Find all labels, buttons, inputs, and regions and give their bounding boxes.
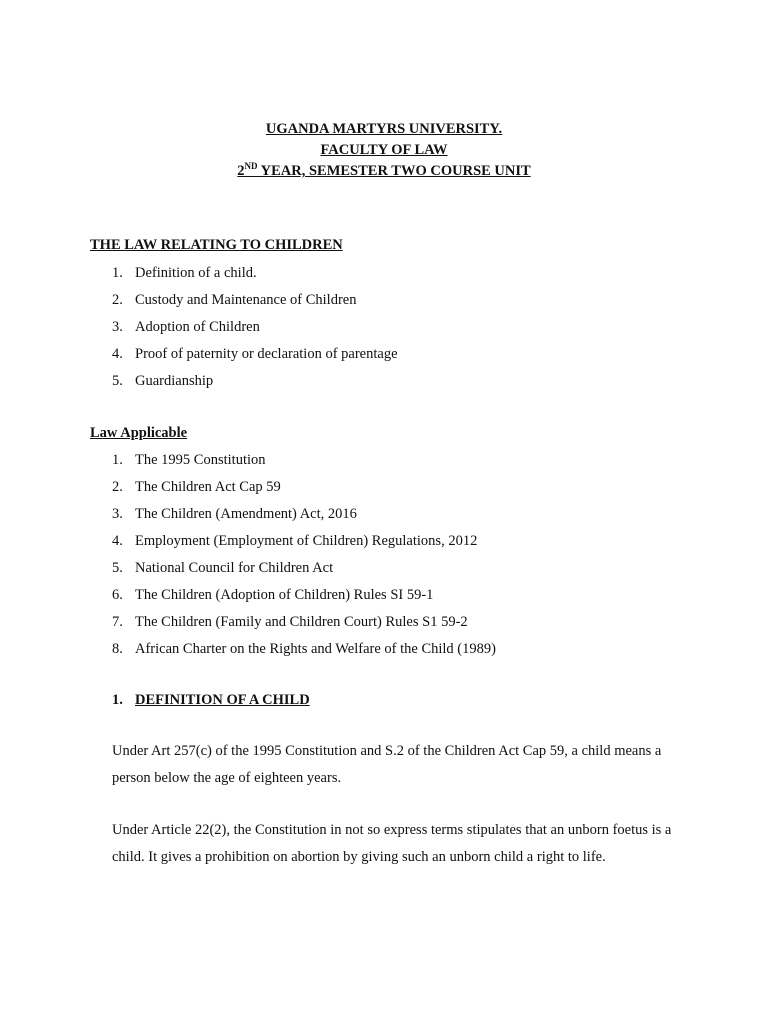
list-item-text: The Children (Amendment) Act, 2016 — [135, 506, 357, 522]
definition-heading-number: 1. — [112, 692, 123, 708]
list-item — [90, 636, 496, 663]
course-unit-line — [0, 161, 768, 182]
list-item — [90, 555, 496, 582]
list-item — [90, 582, 496, 609]
list-item-number: 8. — [112, 641, 123, 657]
list-item-text: The 1995 Constitution — [135, 452, 266, 468]
university-name: UGANDA MARTYRS UNIVERSITY. — [265, 121, 503, 137]
list-item-text: Employment (Employment of Children) Regulations, 2012 — [135, 533, 478, 549]
list-item-number: 4. — [112, 346, 123, 362]
list-item-number: 4. — [112, 533, 123, 549]
list-item-number: 7. — [112, 614, 123, 630]
course-unit-text: YEAR, SEMESTER TWO COURSE UNIT — [257, 163, 531, 179]
list-item-number: 1. — [112, 452, 123, 468]
topics-list — [90, 260, 398, 395]
list-item-text: Proof of paternity or declaration of parentage — [135, 346, 398, 362]
list-item-text: Custody and Maintenance of Children — [135, 292, 357, 308]
list-item-text: Adoption of Children — [135, 319, 260, 335]
list-item-number: 3. — [112, 319, 123, 335]
definition-heading-title: DEFINITION OF A CHILD — [135, 692, 310, 708]
topics-heading: THE LAW RELATING TO CHILDREN — [90, 237, 343, 253]
list-item — [90, 368, 398, 395]
list-item — [90, 447, 496, 474]
year-ordinal-suffix: ND — [244, 161, 258, 171]
document-header — [0, 119, 768, 182]
list-item-number: 6. — [112, 587, 123, 603]
list-item-text: The Children (Family and Children Court) Rules S1 59-2 — [135, 614, 468, 630]
list-item-text: Definition of a child. — [135, 265, 257, 281]
list-item — [90, 528, 496, 555]
list-item-text: Guardianship — [135, 373, 214, 389]
list-item — [90, 501, 496, 528]
list-item-number: 2. — [112, 292, 123, 308]
definition-paragraph-1: Under Art 257(c) of the 1995 Constitution and S.2 of the Children Act Cap 59, a child means a person below the age of eighteen years. — [112, 743, 662, 786]
law-applicable-list — [90, 447, 496, 663]
list-item-number: 1. — [112, 265, 123, 281]
list-item-text: The Children (Adoption of Children) Rules SI 59-1 — [135, 587, 434, 603]
list-item-text: National Council for Children Act — [135, 560, 334, 576]
list-item-number: 5. — [112, 560, 123, 576]
list-item — [90, 287, 398, 314]
list-item-text: The Children Act Cap 59 — [135, 479, 281, 495]
list-item-number: 3. — [112, 506, 123, 522]
list-item — [90, 474, 496, 501]
list-item — [90, 260, 398, 287]
list-item-number: 2. — [112, 479, 123, 495]
definition-paragraph-2: Under Article 22(2), the Constitution in not so express terms stipulates that an unborn foetus is a child. It gives a prohibition on abortion by giving such an unborn child a right to life. — [112, 822, 672, 865]
law-applicable-heading: Law Applicable — [90, 425, 188, 441]
year-number: 2 — [237, 163, 245, 179]
list-item — [90, 609, 496, 636]
list-item — [90, 341, 398, 368]
list-item-number: 5. — [112, 373, 123, 389]
list-item — [90, 314, 398, 341]
faculty-name: FACULTY OF LAW — [320, 142, 448, 158]
definition-heading — [112, 692, 310, 709]
list-item-text: African Charter on the Rights and Welfare of the Child (1989) — [135, 641, 496, 657]
